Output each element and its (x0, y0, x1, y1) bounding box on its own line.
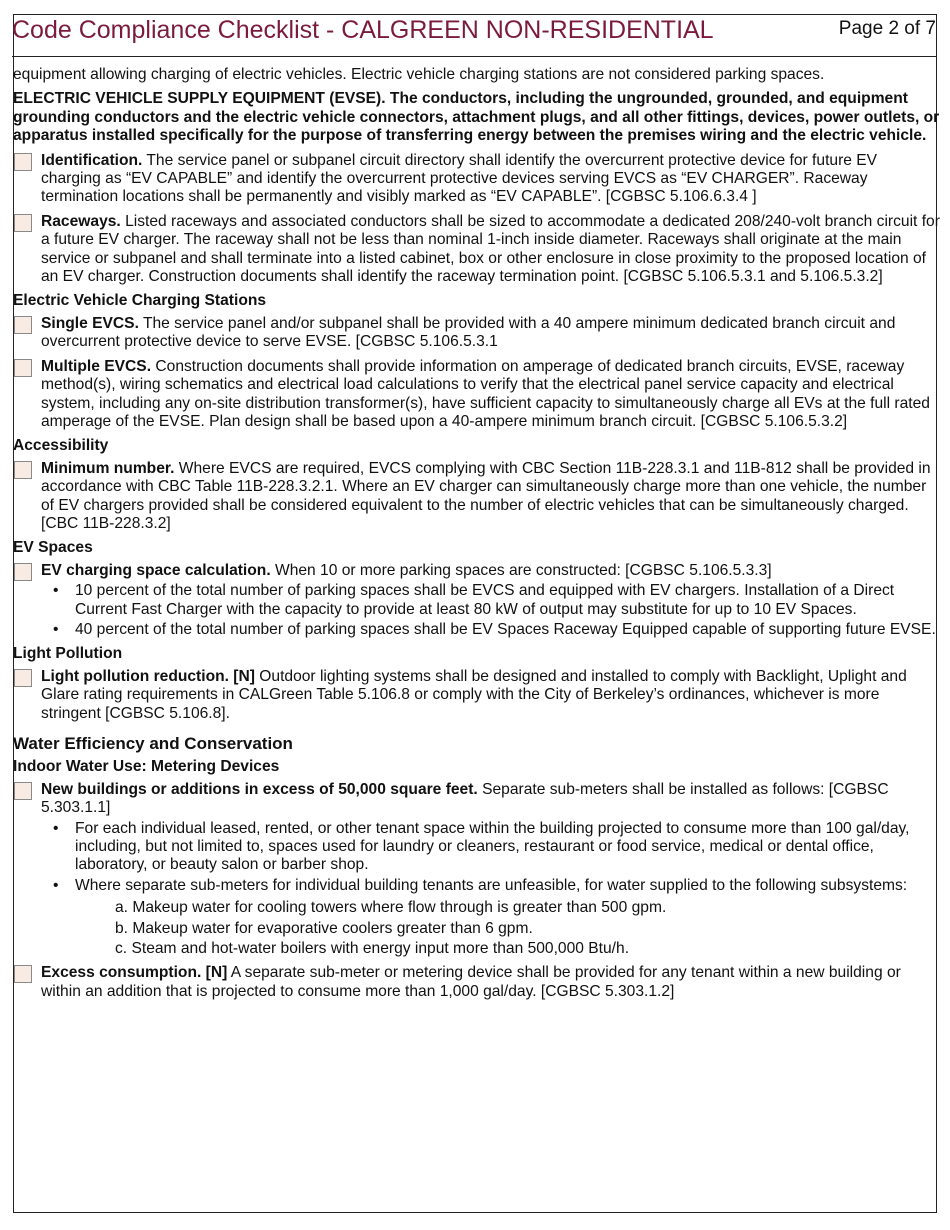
item-title: Light pollution reduction. [N] (41, 667, 255, 685)
item-text: Listed raceways and associated conductors shall be sized to accommodate a dedicated 208/240-volt branch circuit for a future EV charger. The raceway shall not be less than nominal 1-inch inside diameter. Raceways shall originate at the main service or subpanel and shall terminate into a listed cabinet, box or other enclosure in close proximity to the proposed location of an EV charger. Construction documents shall identify the raceway termination point. [CGBSC 5.106.5.3.1 and 5.106.5.3.2] (41, 212, 940, 286)
light-pollution-checkbox[interactable] (14, 669, 32, 687)
heading-water-section: Water Efficiency and Conservation (13, 734, 293, 753)
item-text: A separate sub-meter or metering device shall be provided for any tenant within a new building or within an addition that is projected to consume more than 1,000 gal/day. [CGBSC 5.303.1.2] (41, 964, 901, 1000)
item-text: Outdoor lighting systems shall be designed and installed to comply with Backlight, Uplight and Glare rating requirements in CALGreen Table 5.106.8 or comply with the City of Berkeley’s ordinances, whichever is more stringent [CGBSC 5.106.8]. (41, 667, 907, 722)
single-evcs-checkbox[interactable] (14, 316, 32, 334)
page-header (12, 16, 936, 56)
evse-definition: ELECTRIC VEHICLE SUPPLY EQUIPMENT (EVSE). The conductors, including the ungrounded, grounded, and equipment grounding conductors and the electric vehicle connectors, attachment plugs, and all other fittings, devices, power outlets, or apparatus installed specifically for the purpose of transferring energy between the premises wiring and the electric vehicle. (13, 90, 940, 145)
list-item: • For each individual leased, rented, or other tenant space within the building projected to consume more than 100 gal/day, including, but not limited to, spaces used for laundry or cleaners, restaurant or food service, medical or dental office, laboratory, or beauty salon or barber shop. (53, 819, 910, 874)
bullet-list (41, 820, 940, 959)
heading-accessibility: Accessibility (13, 437, 109, 455)
sub-list-item: c. Steam and hot-water boilers with energy input more than 500,000 Btu/h. (115, 940, 630, 958)
raceways-checkbox[interactable] (14, 214, 32, 232)
excess-consumption-checkbox[interactable] (14, 965, 32, 983)
sub-list-item: b. Makeup water for evaporative coolers greater than 6 gpm. (115, 919, 533, 937)
checklist-item-minimum-number (13, 460, 940, 534)
checklist-item-single-evcs (13, 315, 940, 352)
intro-text: equipment allowing charging of electric vehicles. Electric vehicle charging stations are not considered parking spaces. (13, 66, 825, 83)
item-title: Minimum number. (41, 459, 175, 477)
list-item: • 10 percent of the total number of parking spaces shall be EVCS and equipped with EV chargers. Installation of a Direct Current Fast Charger with the capacity to provide at least 80 kW of output may substitute for up to 10 EV Spaces. (53, 582, 895, 618)
heading-light-pollution: Light Pollution (13, 645, 123, 663)
checklist-content (13, 66, 940, 1007)
heading-indoor-water: Indoor Water Use: Metering Devices (13, 758, 280, 776)
item-title: Multiple EVCS. (41, 357, 152, 375)
item-text: The service panel or subpanel circuit directory shall identify the overcurrent protective device for future EV charging as “EV CAPABLE” and identify the overcurrent protective devices serving EVCS as “EV CHARGER”. Raceway termination locations shall be permanently and visibly marked as “EV CAPABLE”. [CGBSC 5.106.6.3.4 ] (41, 151, 878, 206)
bullet-icon: • (53, 819, 59, 837)
ev-space-calc-checkbox[interactable] (14, 563, 32, 581)
sub-list (75, 899, 940, 958)
page-title: Code Compliance Checklist - CALGREEN NON-RESIDENTIAL (12, 16, 714, 44)
multiple-evcs-checkbox[interactable] (14, 359, 32, 377)
item-title: New buildings or additions in excess of 50,000 square feet. (41, 780, 478, 798)
list-item: • 40 percent of the total number of parking spaces shall be EV Spaces Raceway Equipped capable of supporting future EVSE. (53, 620, 936, 638)
sub-list-item: a. Makeup water for cooling towers where flow through is greater than 500 gpm. (115, 899, 667, 917)
checklist-item-excess-consumption (13, 964, 940, 1001)
checklist-item-light-pollution (13, 668, 940, 723)
minimum-number-checkbox[interactable] (14, 461, 32, 479)
item-title: EV charging space calculation. (41, 561, 271, 579)
item-text: Where EVCS are required, EVCS complying with CBC Section 11B-228.3.1 and 11B-812 shall be provided in accordance with CBC Table 11B-228.3.2.1. Where an EV charger can simultaneously charge more than one vehicle, the number of EV chargers provided shall be considered equivalent to the number of electric vehicles that can be simultaneously charged. [CBC 11B-228.3.2] (41, 459, 931, 532)
page-number: Page 2 of 7 (838, 18, 936, 39)
item-text: Separate sub-meters shall be installed as follows: [CGBSC 5.303.1.1] (41, 780, 889, 817)
bullet-list (41, 582, 940, 639)
list-item: • Where separate sub-meters for individual building tenants are unfeasible, for water supplied to the following subsystems: a. Makeup water for cooling towers where flow through is greater than 500 gpm. b. Makeup water for evaporative coolers greater than 6 gpm. c. Steam and hot-water boilers with energy input more than 500,000 Btu/h. (41, 877, 940, 959)
checklist-item-new-buildings (13, 781, 940, 959)
bullet-icon: • (53, 582, 59, 600)
item-title: Raceways. (41, 212, 121, 230)
item-text: The service panel and/or subpanel shall be provided with a 40 ampere minimum dedicated branch circuit and overcurrent protective device to serve EVSE. [CGBSC 5.106.5.3.1 (41, 314, 896, 351)
item-text: Construction documents shall provide information on amperage of dedicated branch circuits, EVSE, raceway method(s), wiring schematics and electrical load calculations to verify that the electrical panel service capacity and electrical system, including any on-site distribution transformer(s), have sufficient capacity to simultaneously charge all EVs at the full rated amperage of the EVSE. Plan design shall be based upon a 40-ampere minimum branch circuit. [CGBSC 5.106.5.3.2] (41, 357, 930, 430)
identification-checkbox[interactable] (14, 153, 32, 171)
bullet-icon: • (53, 620, 59, 638)
checklist-item-identification (13, 152, 940, 207)
checklist-item-ev-space-calc (13, 562, 940, 640)
new-buildings-checkbox[interactable] (14, 782, 32, 800)
checklist-item-raceways (13, 213, 940, 287)
checklist-item-multiple-evcs (13, 358, 940, 432)
bullet-icon: • (53, 876, 59, 894)
heading-evcs: Electric Vehicle Charging Stations (13, 292, 267, 310)
item-title: Excess consumption. [N] (41, 964, 228, 982)
header-divider (12, 56, 936, 57)
item-text: When 10 or more parking spaces are constructed: [CGBSC 5.106.5.3.3] (270, 561, 772, 579)
item-title: Single EVCS. (41, 314, 139, 332)
heading-ev-spaces: EV Spaces (13, 539, 93, 557)
item-title: Identification. (41, 151, 143, 169)
